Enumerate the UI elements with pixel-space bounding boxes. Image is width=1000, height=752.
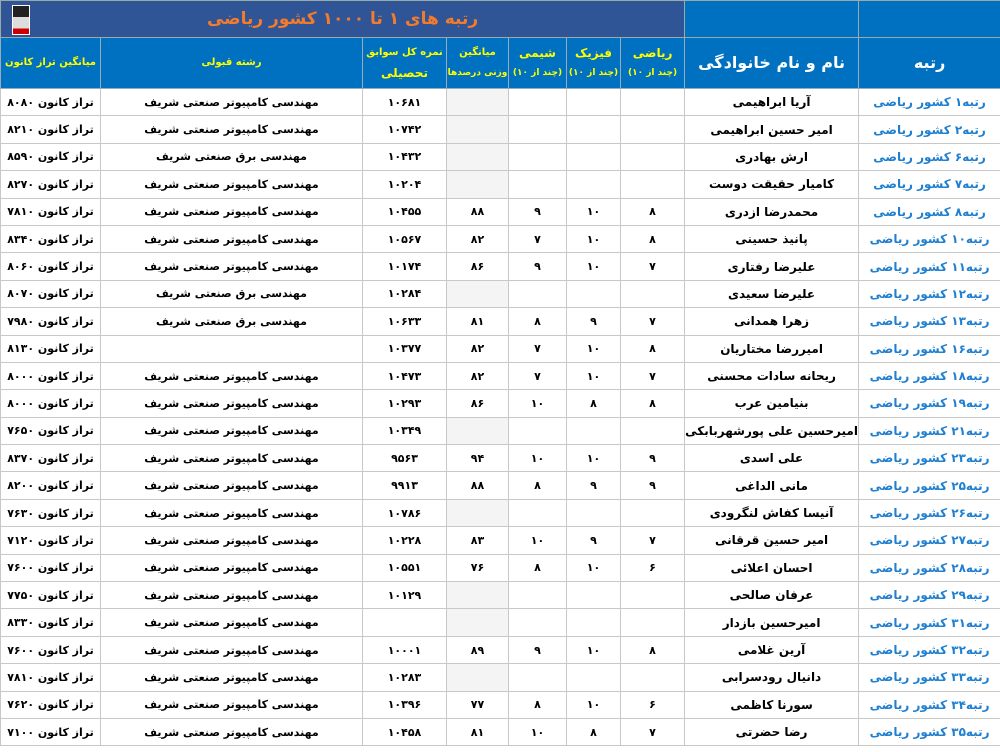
cell-sabeqe: ۱۰۶۳۳ <box>363 308 447 335</box>
cell-riazi: ۶ <box>621 691 685 718</box>
cell-kanoon: تراز کانون ۸۰۰۰ <box>1 390 101 417</box>
cell-shimi: ۷ <box>509 225 567 252</box>
table-row <box>1 335 1000 362</box>
cell-sabeqe: ۹۵۶۳ <box>363 445 447 472</box>
cell-riazi <box>621 664 685 691</box>
table-row <box>1 664 1000 691</box>
header-major: رشته قبولی <box>101 38 363 89</box>
cell-rank[interactable]: رتبه۱ کشور ریاضی <box>859 89 1000 116</box>
cell-rank[interactable]: رتبه۱۲ کشور ریاضی <box>859 280 1000 307</box>
header-riazi-line2: (چند از ۱۰) <box>627 68 678 78</box>
cell-major: مهندسی کامپیوتر صنعتی شریف <box>101 664 363 691</box>
cell-kanoon: تراز کانون ۸۲۱۰ <box>1 116 101 143</box>
cell-avg: ۸۲ <box>447 335 509 362</box>
cell-riazi <box>621 280 685 307</box>
header-shimi-line2: (چند از ۱۰) <box>512 68 563 78</box>
cell-name: عرفان صالحی <box>685 582 859 609</box>
cell-riazi <box>621 171 685 198</box>
cell-avg: ۷۷ <box>447 691 509 718</box>
cell-fizik: ۹ <box>567 308 621 335</box>
cell-sabeqe: ۱۰۳۹۶ <box>363 691 447 718</box>
cell-avg: ۷۶ <box>447 554 509 581</box>
cell-rank[interactable]: رتبه۱۶ کشور ریاضی <box>859 335 1000 362</box>
cell-riazi: ۸ <box>621 198 685 225</box>
cell-riazi <box>621 116 685 143</box>
cell-fizik <box>567 116 621 143</box>
cell-major: مهندسی کامپیوتر صنعتی شریف <box>101 499 363 526</box>
cell-shimi <box>509 116 567 143</box>
cell-major: مهندسی برق صنعتی شریف <box>101 308 363 335</box>
cell-riazi: ۷ <box>621 308 685 335</box>
cell-rank[interactable]: رتبه۱۱ کشور ریاضی <box>859 253 1000 280</box>
cell-rank[interactable]: رتبه۲۵ کشور ریاضی <box>859 472 1000 499</box>
cell-kanoon: تراز کانون ۷۱۲۰ <box>1 527 101 554</box>
cell-sabeqe <box>363 609 447 636</box>
cell-shimi <box>509 89 567 116</box>
cell-rank[interactable]: رتبه۱۹ کشور ریاضی <box>859 390 1000 417</box>
cell-riazi: ۶ <box>621 554 685 581</box>
cell-shimi <box>509 280 567 307</box>
cell-shimi: ۱۰ <box>509 527 567 554</box>
cell-rank[interactable]: رتبه۲۷ کشور ریاضی <box>859 527 1000 554</box>
header-sabeqe-line1: نمره کل سوابق <box>366 47 443 58</box>
cell-major: مهندسی کامپیوتر صنعتی شریف <box>101 89 363 116</box>
cell-riazi <box>621 582 685 609</box>
cell-avg: ۸۱ <box>447 308 509 335</box>
cell-avg <box>447 609 509 636</box>
cell-fizik <box>567 143 621 170</box>
cell-rank[interactable]: رتبه۲۱ کشور ریاضی <box>859 417 1000 444</box>
cell-major: مهندسی کامپیوتر صنعتی شریف <box>101 691 363 718</box>
header-riazi <box>621 38 685 89</box>
cell-sabeqe: ۱۰۲۹۳ <box>363 390 447 417</box>
cell-name: علیرضا رفتاری <box>685 253 859 280</box>
cell-rank[interactable]: رتبه۸ کشور ریاضی <box>859 198 1000 225</box>
cell-name: علی اسدی <box>685 445 859 472</box>
table-row <box>1 499 1000 526</box>
cell-avg <box>447 664 509 691</box>
cell-kanoon: تراز کانون ۷۸۱۰ <box>1 198 101 225</box>
header-rank: رتبه <box>859 38 1000 89</box>
table-row <box>1 609 1000 636</box>
cell-riazi <box>621 609 685 636</box>
cell-shimi: ۹ <box>509 253 567 280</box>
cell-shimi: ۱۰ <box>509 445 567 472</box>
cell-kanoon: تراز کانون ۷۶۰۰ <box>1 554 101 581</box>
cell-rank[interactable]: رتبه۳۴ کشور ریاضی <box>859 691 1000 718</box>
cell-shimi <box>509 609 567 636</box>
logo-icon <box>12 5 30 35</box>
cell-fizik <box>567 582 621 609</box>
cell-sabeqe: ۱۰۴۵۵ <box>363 198 447 225</box>
cell-kanoon: تراز کانون ۸۱۳۰ <box>1 335 101 362</box>
cell-sabeqe: ۱۰۰۰۱ <box>363 636 447 663</box>
cell-major: مهندسی کامپیوتر صنعتی شریف <box>101 636 363 663</box>
cell-shimi <box>509 171 567 198</box>
cell-major: مهندسی کامپیوتر صنعتی شریف <box>101 417 363 444</box>
cell-kanoon: تراز کانون ۸۳۳۰ <box>1 609 101 636</box>
cell-avg: ۸۹ <box>447 636 509 663</box>
cell-name: محمدرضا ازدری <box>685 198 859 225</box>
header-fizik-line1: فیزیک <box>574 46 612 60</box>
table-row <box>1 198 1000 225</box>
table-row <box>1 718 1000 745</box>
cell-fizik <box>567 280 621 307</box>
cell-fizik: ۹ <box>567 527 621 554</box>
cell-name: علیرضا سعیدی <box>685 280 859 307</box>
cell-shimi: ۱۰ <box>509 718 567 745</box>
cell-riazi: ۸ <box>621 390 685 417</box>
cell-major: مهندسی کامپیوتر صنعتی شریف <box>101 116 363 143</box>
cell-sabeqe: ۱۰۴۵۸ <box>363 718 447 745</box>
cell-riazi <box>621 143 685 170</box>
cell-shimi: ۹ <box>509 636 567 663</box>
cell-major: مهندسی کامپیوتر صنعتی شریف <box>101 582 363 609</box>
cell-rank[interactable]: رتبه۱۸ کشور ریاضی <box>859 362 1000 389</box>
header-avg-line1: میانگین <box>459 47 496 58</box>
cell-rank[interactable]: رتبه۳۱ کشور ریاضی <box>859 609 1000 636</box>
cell-sabeqe: ۱۰۲۲۸ <box>363 527 447 554</box>
cell-avg: ۹۴ <box>447 445 509 472</box>
cell-avg <box>447 417 509 444</box>
cell-major: مهندسی کامپیوتر صنعتی شریف <box>101 718 363 745</box>
cell-major: مهندسی کامپیوتر صنعتی شریف <box>101 362 363 389</box>
cell-kanoon: تراز کانون ۷۹۸۰ <box>1 308 101 335</box>
cell-riazi <box>621 417 685 444</box>
cell-rank[interactable]: رتبه۲۸ کشور ریاضی <box>859 554 1000 581</box>
cell-rank[interactable]: رتبه۷ کشور ریاضی <box>859 171 1000 198</box>
cell-fizik: ۱۰ <box>567 636 621 663</box>
cell-name: بنیامین عرب <box>685 390 859 417</box>
cell-sabeqe: ۹۹۱۳ <box>363 472 447 499</box>
cell-fizik: ۱۰ <box>567 198 621 225</box>
cell-major: مهندسی کامپیوتر صنعتی شریف <box>101 171 363 198</box>
cell-name: احسان اعلائی <box>685 554 859 581</box>
table-body <box>1 89 1000 746</box>
cell-shimi: ۷ <box>509 335 567 362</box>
cell-name: سورنا کاظمی <box>685 691 859 718</box>
cell-kanoon: تراز کانون ۷۶۵۰ <box>1 417 101 444</box>
cell-kanoon: تراز کانون ۸۰۸۰ <box>1 89 101 116</box>
cell-kanoon: تراز کانون ۷۱۰۰ <box>1 718 101 745</box>
cell-fizik <box>567 609 621 636</box>
cell-riazi: ۸ <box>621 335 685 362</box>
cell-kanoon: تراز کانون ۸۲۷۰ <box>1 171 101 198</box>
cell-kanoon: تراز کانون ۷۶۳۰ <box>1 499 101 526</box>
table-row <box>1 554 1000 581</box>
cell-major: مهندسی کامپیوتر صنعتی شریف <box>101 198 363 225</box>
cell-major: مهندسی کامپیوتر صنعتی شریف <box>101 445 363 472</box>
cell-sabeqe: ۱۰۴۷۳ <box>363 362 447 389</box>
cell-fizik <box>567 664 621 691</box>
cell-name: رضا حضرتی <box>685 718 859 745</box>
cell-fizik: ۱۰ <box>567 691 621 718</box>
cell-avg: ۸۳ <box>447 527 509 554</box>
cell-shimi <box>509 499 567 526</box>
cell-avg: ۸۶ <box>447 390 509 417</box>
header-fizik <box>567 38 621 89</box>
cell-fizik: ۸ <box>567 718 621 745</box>
header-sabeqe-line2: تحصیلی <box>381 66 428 80</box>
cell-sabeqe: ۱۰۲۰۴ <box>363 171 447 198</box>
cell-avg <box>447 171 509 198</box>
cell-fizik: ۸ <box>567 390 621 417</box>
cell-name: پانیذ حسینی <box>685 225 859 252</box>
cell-avg: ۸۲ <box>447 362 509 389</box>
cell-riazi: ۹ <box>621 472 685 499</box>
cell-fizik: ۹ <box>567 472 621 499</box>
cell-name: ریحانه سادات محسنی <box>685 362 859 389</box>
cell-rank[interactable]: رتبه۳۳ کشور ریاضی <box>859 664 1000 691</box>
cell-kanoon: تراز کانون ۸۰۶۰ <box>1 253 101 280</box>
cell-shimi: ۸ <box>509 691 567 718</box>
header-shimi-line1: شیمی <box>519 46 556 60</box>
cell-riazi <box>621 89 685 116</box>
cell-fizik: ۱۰ <box>567 445 621 472</box>
cell-name: آرین غلامی <box>685 636 859 663</box>
cell-major <box>101 335 363 362</box>
header-kanoon: میانگین تراز کانون <box>1 38 101 89</box>
cell-sabeqe: ۱۰۵۵۱ <box>363 554 447 581</box>
cell-avg: ۸۱ <box>447 718 509 745</box>
cell-rank[interactable]: رتبه۱۳ کشور ریاضی <box>859 308 1000 335</box>
cell-kanoon: تراز کانون ۸۰۷۰ <box>1 280 101 307</box>
cell-shimi <box>509 143 567 170</box>
cell-kanoon: تراز کانون ۸۰۰۰ <box>1 362 101 389</box>
cell-shimi: ۸ <box>509 554 567 581</box>
blank-header-cell <box>859 1 1000 38</box>
cell-sabeqe: ۱۰۳۴۹ <box>363 417 447 444</box>
cell-riazi <box>621 499 685 526</box>
cell-avg <box>447 582 509 609</box>
table-row <box>1 308 1000 335</box>
cell-riazi: ۷ <box>621 362 685 389</box>
cell-rank[interactable]: رتبه۲۹ کشور ریاضی <box>859 582 1000 609</box>
title-cell <box>1 1 685 38</box>
cell-name: امیر حسین قرقانی <box>685 527 859 554</box>
cell-avg <box>447 499 509 526</box>
cell-name: کامیار حقیقت دوست <box>685 171 859 198</box>
cell-major: مهندسی برق صنعتی شریف <box>101 143 363 170</box>
cell-sabeqe: ۱۰۷۸۶ <box>363 499 447 526</box>
cell-sabeqe: ۱۰۱۷۴ <box>363 253 447 280</box>
title-row <box>1 1 1000 38</box>
table-row <box>1 116 1000 143</box>
cell-kanoon: تراز کانون ۷۶۲۰ <box>1 691 101 718</box>
cell-name: دانیال رودسرابی <box>685 664 859 691</box>
cell-sabeqe: ۱۰۱۲۹ <box>363 582 447 609</box>
cell-fizik: ۱۰ <box>567 335 621 362</box>
cell-rank[interactable]: رتبه۶ کشور ریاضی <box>859 143 1000 170</box>
cell-shimi: ۸ <box>509 472 567 499</box>
table-row <box>1 225 1000 252</box>
cell-major: مهندسی کامپیوتر صنعتی شریف <box>101 390 363 417</box>
cell-rank[interactable]: رتبه۱۰ کشور ریاضی <box>859 225 1000 252</box>
cell-avg <box>447 280 509 307</box>
cell-avg: ۸۲ <box>447 225 509 252</box>
cell-kanoon: تراز کانون ۸۲۰۰ <box>1 472 101 499</box>
cell-avg <box>447 116 509 143</box>
cell-fizik <box>567 89 621 116</box>
cell-name: امیررضا مختاریان <box>685 335 859 362</box>
cell-rank[interactable]: رتبه۲ کشور ریاضی <box>859 116 1000 143</box>
cell-shimi: ۹ <box>509 198 567 225</box>
table-row <box>1 691 1000 718</box>
cell-major: مهندسی کامپیوتر صنعتی شریف <box>101 609 363 636</box>
table-row <box>1 253 1000 280</box>
cell-kanoon: تراز کانون ۷۷۵۰ <box>1 582 101 609</box>
header-fizik-line2: (چند از ۱۰) <box>568 68 619 78</box>
cell-rank[interactable]: رتبه۳۵ کشور ریاضی <box>859 718 1000 745</box>
cell-avg: ۸۸ <box>447 198 509 225</box>
cell-name: زهرا همدانی <box>685 308 859 335</box>
cell-avg <box>447 89 509 116</box>
cell-sabeqe: ۱۰۶۸۱ <box>363 89 447 116</box>
cell-fizik <box>567 171 621 198</box>
cell-fizik <box>567 499 621 526</box>
cell-sabeqe: ۱۰۲۸۳ <box>363 664 447 691</box>
cell-fizik: ۱۰ <box>567 253 621 280</box>
cell-name: امیرحسین بازدار <box>685 609 859 636</box>
cell-sabeqe: ۱۰۷۴۲ <box>363 116 447 143</box>
cell-sabeqe: ۱۰۳۷۷ <box>363 335 447 362</box>
table-row <box>1 362 1000 389</box>
header-shimi <box>509 38 567 89</box>
cell-riazi: ۸ <box>621 636 685 663</box>
cell-kanoon: تراز کانون ۸۳۷۰ <box>1 445 101 472</box>
cell-fizik: ۱۰ <box>567 362 621 389</box>
cell-rank[interactable]: رتبه۳۲ کشور ریاضی <box>859 636 1000 663</box>
header-avg <box>447 38 509 89</box>
cell-fizik: ۱۰ <box>567 554 621 581</box>
table-row <box>1 527 1000 554</box>
table-row <box>1 143 1000 170</box>
cell-fizik: ۱۰ <box>567 225 621 252</box>
cell-name: مانی الداغی <box>685 472 859 499</box>
cell-kanoon: تراز کانون ۸۳۴۰ <box>1 225 101 252</box>
cell-major: مهندسی کامپیوتر صنعتی شریف <box>101 472 363 499</box>
header-riazi-line1: ریاضی <box>632 46 673 60</box>
cell-riazi: ۷ <box>621 527 685 554</box>
cell-shimi <box>509 417 567 444</box>
cell-shimi <box>509 582 567 609</box>
cell-sabeqe: ۱۰۲۸۴ <box>363 280 447 307</box>
page-title: رتبه های ۱ تا ۱۰۰۰ کشور ریاضی <box>206 9 479 29</box>
table-row <box>1 280 1000 307</box>
cell-riazi: ۷ <box>621 718 685 745</box>
cell-name: امیرحسین علی پورشهربابکی <box>685 417 859 444</box>
cell-sabeqe: ۱۰۵۶۷ <box>363 225 447 252</box>
cell-riazi: ۷ <box>621 253 685 280</box>
table-row <box>1 472 1000 499</box>
header-avg-line2: وزنی درصدها <box>447 68 508 78</box>
cell-avg: ۸۸ <box>447 472 509 499</box>
cell-major: مهندسی برق صنعتی شریف <box>101 280 363 307</box>
cell-rank[interactable]: رتبه۲۶ کشور ریاضی <box>859 499 1000 526</box>
cell-shimi: ۷ <box>509 362 567 389</box>
cell-fizik <box>567 417 621 444</box>
cell-kanoon: تراز کانون ۸۵۹۰ <box>1 143 101 170</box>
header-sabeqe <box>363 38 447 89</box>
table-row <box>1 417 1000 444</box>
cell-riazi: ۸ <box>621 225 685 252</box>
cell-name: آریا ابراهیمی <box>685 89 859 116</box>
cell-shimi <box>509 664 567 691</box>
cell-rank[interactable]: رتبه۲۳ کشور ریاضی <box>859 445 1000 472</box>
cell-shimi: ۱۰ <box>509 390 567 417</box>
cell-kanoon: تراز کانون ۷۶۰۰ <box>1 636 101 663</box>
cell-major: مهندسی کامپیوتر صنعتی شریف <box>101 527 363 554</box>
table-row <box>1 445 1000 472</box>
cell-name: ارش بهادری <box>685 143 859 170</box>
cell-name: آنیسا کفاش لنگرودی <box>685 499 859 526</box>
cell-avg: ۸۶ <box>447 253 509 280</box>
blank-header-cell <box>685 1 859 38</box>
header-name: نام و نام خانوادگی <box>685 38 859 89</box>
cell-riazi: ۹ <box>621 445 685 472</box>
cell-shimi: ۸ <box>509 308 567 335</box>
cell-avg <box>447 143 509 170</box>
cell-name: امیر حسین ابراهیمی <box>685 116 859 143</box>
cell-major: مهندسی کامپیوتر صنعتی شریف <box>101 225 363 252</box>
cell-sabeqe: ۱۰۴۳۲ <box>363 143 447 170</box>
table-row <box>1 582 1000 609</box>
table-row <box>1 89 1000 116</box>
cell-major: مهندسی کامپیوتر صنعتی شریف <box>101 253 363 280</box>
cell-major: مهندسی کامپیوتر صنعتی شریف <box>101 554 363 581</box>
table-row <box>1 390 1000 417</box>
table-row <box>1 636 1000 663</box>
cell-kanoon: تراز کانون ۷۸۱۰ <box>1 664 101 691</box>
table-row <box>1 171 1000 198</box>
header-row <box>1 38 1000 89</box>
